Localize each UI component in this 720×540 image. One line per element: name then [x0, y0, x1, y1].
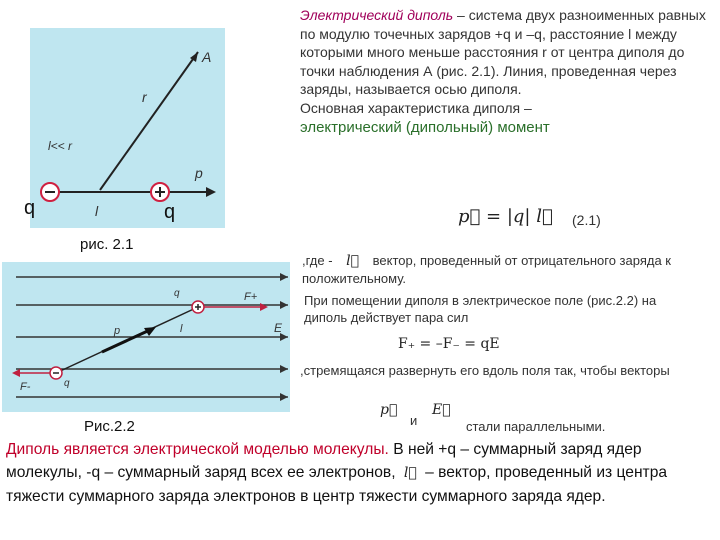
molecule-model-paragraph [6, 438, 714, 508]
where-text: вектор, проведенный от отрицательного заряда к положительному. [302, 253, 671, 286]
and-text: и [410, 413, 418, 428]
molecule-model-statement: Диполь является электрической моделью молекулы. [6, 441, 389, 458]
where-paragraph [302, 252, 702, 287]
vector-p-symbol: p⃗ [380, 402, 398, 418]
label-F-minus: F- [20, 381, 31, 393]
label-A: A [202, 49, 212, 65]
label-q-pos: q [174, 288, 180, 299]
turn-text: ,стремящаяся развернуть его вдоль поля так, чтобы векторы [300, 363, 670, 378]
force-formula: F₊ = –F₋ = qE [398, 336, 500, 352]
figure-2-2 [2, 262, 290, 412]
label-q-left: q [24, 197, 36, 219]
parallel-text: стали параллельными. [466, 419, 606, 434]
label-p-2: p [114, 325, 121, 337]
label-q-right: q [164, 201, 176, 223]
definition-text: – система двух разноименных равных по модулю точечных зарядов +q и –q, расстояние l между которыми много меньше расстояния r от центра диполя до точки наблюдения А (рис. 2.1). Линия, проведенная через заряды, называется осью диполя. [300, 7, 706, 98]
label-r: r [142, 89, 147, 105]
figure-2-1 [20, 28, 230, 228]
label-l: l [95, 203, 99, 219]
molecule-model-text-2: – вектор, проведенный из центра тяжести суммарного заряда электронов в центр тяжести суммарного заряда ядер. [6, 464, 668, 505]
vector-l-symbol-2: l⃗ [403, 465, 417, 481]
vector-E-symbol: E⃗ [432, 402, 451, 418]
where-prefix: ,где - [302, 253, 333, 268]
figure-2-2-caption: Рис.2.2 [84, 418, 135, 435]
label-q-neg: q [64, 378, 70, 389]
label-l-2: l [180, 323, 183, 335]
main-characteristic-text: Основная характеристика диполя – [300, 99, 532, 116]
label-p: p [195, 165, 203, 181]
vector-l-symbol: l⃗ [346, 253, 360, 269]
figure-2-1-caption: рис. 2.1 [80, 236, 134, 253]
field-paragraph: При помещении диполя в электрическое поле (рис.2.2) на диполь действует пара сил [304, 293, 657, 325]
label-condition: l<< r [48, 139, 73, 153]
dipole-moment-formula: p⃗ = |q| l⃗ [458, 206, 553, 227]
label-E: E [274, 321, 283, 335]
label-F-plus: F+ [244, 291, 258, 303]
dipole-moment-term: электрический (дипольный) момент [300, 118, 550, 136]
definition-paragraph [300, 6, 710, 137]
term-electric-dipole: Электрический диполь [300, 7, 454, 23]
formula-number: (2.1) [572, 212, 601, 228]
molecule-model-text-1: В ней +q – суммарный заряд ядер молекулы, -q – суммарный заряд всех ее электронов, [6, 441, 642, 481]
